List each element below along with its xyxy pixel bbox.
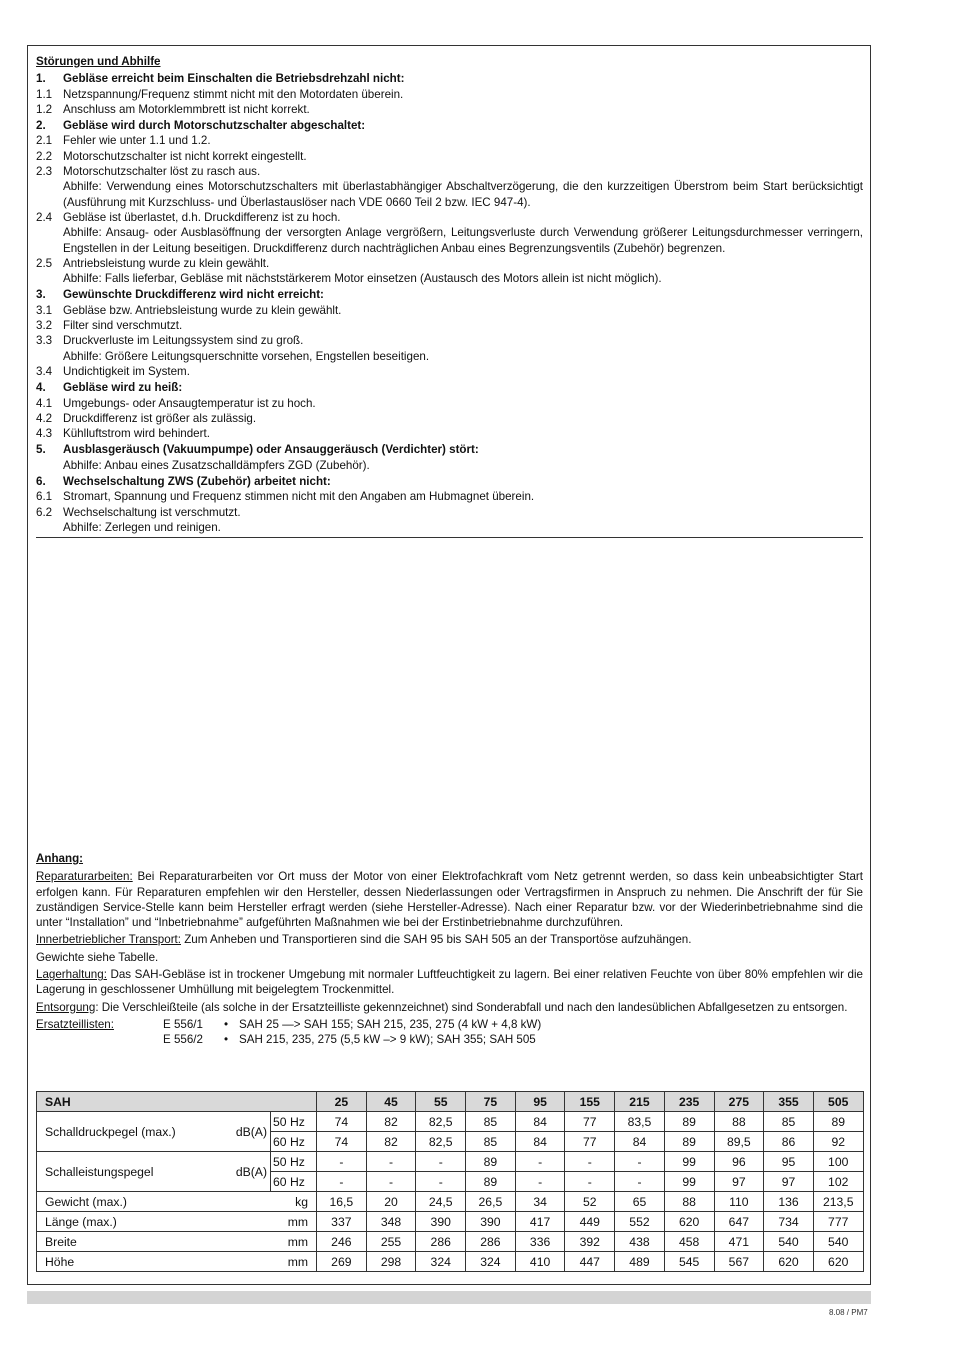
model-header: 155 bbox=[565, 1092, 615, 1112]
fault-item: 3.3 Druckverluste im Leitungssystem sind zu groß. bbox=[36, 334, 304, 348]
fault-heading-3: 3. Gewünschte Druckdifferenz wird nicht erreicht: bbox=[36, 288, 324, 302]
table-cell: 540 bbox=[813, 1232, 863, 1252]
frequency-label: 60 Hz bbox=[271, 1132, 317, 1152]
table-cell: 84 bbox=[615, 1132, 665, 1152]
table-cell: 34 bbox=[515, 1192, 565, 1212]
table-cell: - bbox=[515, 1152, 565, 1172]
table-cell: 647 bbox=[714, 1212, 764, 1232]
model-header: 235 bbox=[664, 1092, 714, 1112]
table-cell: 84 bbox=[515, 1112, 565, 1132]
section-divider bbox=[36, 537, 863, 538]
footer-code: 8.08 / PM7 bbox=[829, 1308, 868, 1317]
table-cell: 410 bbox=[515, 1252, 565, 1272]
table-cell: 567 bbox=[714, 1252, 764, 1272]
spare-parts-lists bbox=[36, 1017, 863, 1048]
model-header: 355 bbox=[764, 1092, 814, 1112]
table-cell: 540 bbox=[764, 1232, 814, 1252]
table-cell: 390 bbox=[416, 1212, 466, 1232]
table-cell: 471 bbox=[714, 1232, 764, 1252]
table-cell: 97 bbox=[764, 1172, 814, 1192]
table-row bbox=[37, 1152, 864, 1172]
row-label: Breite bbox=[37, 1232, 271, 1252]
table-cell: 85 bbox=[764, 1112, 814, 1132]
storage-paragraph: Lagerhaltung: Das SAH-Gebläse ist in trockener Umgebung mit normaler Luftfeuchtigkeit zu lagern. Bei einer relativen Feuchte von über 80% empfehlen wir die Lagerung in geschlossener Umhüllung mit beigelegtem Trockenmittel. bbox=[36, 968, 863, 997]
fault-item: 4.2 Druckdifferenz ist größer als zulässig. bbox=[36, 411, 257, 425]
fault-heading-6: 6. Wechselschaltung ZWS (Zubehör) arbeitet nicht: bbox=[36, 475, 331, 489]
table-cell: - bbox=[565, 1172, 615, 1192]
remedy-text: Abhilfe: Ansaug- oder Ausblasöffnung der versorgten Anlage vergrößern, Leitungsverluste durch Verwendung größerer Leitungsdurchmesser verringern, Engstellen in der Leitung beseitigen. Druckdifferenz durch nachträglichen Anbau eines Begrenzungsventils (Zubehör) begrenzen. bbox=[63, 226, 863, 255]
row-label: Höhe bbox=[37, 1252, 271, 1272]
fault-item: 1.1 Netzspannung/Frequenz stimmt nicht mit den Motordaten überein. bbox=[36, 87, 404, 101]
table-cell: 86 bbox=[764, 1132, 814, 1152]
model-header: 45 bbox=[366, 1092, 416, 1112]
row-unit: mm bbox=[271, 1212, 317, 1232]
row-label: Schalleistungspegel bbox=[37, 1152, 233, 1192]
table-cell: 545 bbox=[664, 1252, 714, 1272]
table-cell: 458 bbox=[664, 1232, 714, 1252]
header-cell: SAH bbox=[37, 1092, 317, 1112]
model-header: 275 bbox=[714, 1092, 764, 1112]
table-cell: 392 bbox=[565, 1232, 615, 1252]
table-cell: 97 bbox=[714, 1172, 764, 1192]
fault-heading-5: 5. Ausblasgeräusch (Vakuumpumpe) oder Ansauggeräusch (Verdichter) stört: bbox=[36, 443, 479, 457]
table-cell: 620 bbox=[764, 1252, 814, 1272]
troubleshooting-section bbox=[36, 54, 863, 538]
table-cell: 552 bbox=[615, 1212, 665, 1232]
spare-parts-label: Ersatzteillisten: bbox=[36, 1017, 114, 1031]
table-cell: 213,5 bbox=[813, 1192, 863, 1212]
row-unit: dB(A) bbox=[233, 1112, 271, 1152]
table-cell: 620 bbox=[813, 1252, 863, 1272]
table-row bbox=[37, 1112, 864, 1132]
table-cell: 449 bbox=[565, 1212, 615, 1232]
remedy-text: Abhilfe: Größere Leitungsquerschnitte vorsehen, Engstellen beseitigen. bbox=[63, 349, 430, 363]
table-cell: 417 bbox=[515, 1212, 565, 1232]
fault-item: 1.2 Anschluss am Motorklemmbrett ist nicht korrekt. bbox=[36, 102, 310, 116]
remedy-text: Abhilfe: Zerlegen und reinigen. bbox=[63, 520, 221, 534]
table-cell: - bbox=[366, 1152, 416, 1172]
fault-item: 6.2 Wechselschaltung ist verschmutzt. bbox=[36, 505, 241, 519]
fault-item: 2.1 Fehler wie unter 1.1 und 1.2. bbox=[36, 134, 211, 148]
table-cell: 85 bbox=[466, 1112, 516, 1132]
model-header: 75 bbox=[466, 1092, 516, 1112]
table-cell: - bbox=[515, 1172, 565, 1192]
appendix-section bbox=[36, 851, 863, 1048]
table-cell: 95 bbox=[764, 1152, 814, 1172]
table-cell: 110 bbox=[714, 1192, 764, 1212]
row-label: Länge (max.) bbox=[37, 1212, 271, 1232]
fault-heading-2: 2. Gebläse wird durch Motorschutzschalter abgeschaltet: bbox=[36, 119, 366, 133]
table-cell: 52 bbox=[565, 1192, 615, 1212]
repair-paragraph: Reparaturarbeiten: Bei Reparaturarbeiten vor Ort muss der Motor von einer Elektrofachkraft vom Netz getrennt werden, so dass kein unbeabsichtigter Start erfolgen kann. Für Reparaturen empfehlen wir den Hersteller, dessen Niederlassungen oder Vertragsfirmen in Anspruch zu nehmen. Die Anschrift der für Sie zuständigen Service-Stelle kann beim Hersteller erfragt werden (siehe Hersteller-Adresse). Nach einer Reparatur bzw. vor der Wiederinbetriebnahme sind die unter “Installation” und “Inbetriebnahme” aufgeführten Maßnahmen wie bei der Erstinbetriebnahme durchzuführen. bbox=[36, 870, 863, 930]
table-cell: 92 bbox=[813, 1132, 863, 1152]
table-cell: - bbox=[317, 1152, 367, 1172]
table-cell: 99 bbox=[664, 1152, 714, 1172]
table-cell: 99 bbox=[664, 1172, 714, 1192]
remedy-text: Abhilfe: Falls lieferbar, Gebläse mit nächststärkerem Motor einsetzen (Austausch des Motors allein ist nicht möglich). bbox=[63, 272, 662, 286]
spare-parts-line: E 556/2 • SAH 215, 235, 275 (5,5 kW –> 9 kW); SAH 355; SAH 505 bbox=[163, 1033, 536, 1047]
fault-item: 2.5 Antriebsleistung wurde zu klein gewählt. bbox=[36, 256, 270, 270]
fault-item: 4.3 Kühlluftstrom wird behindert. bbox=[36, 427, 210, 441]
model-header: 55 bbox=[416, 1092, 466, 1112]
table-cell: 65 bbox=[615, 1192, 665, 1212]
table-cell: 100 bbox=[813, 1152, 863, 1172]
table-cell: 77 bbox=[565, 1132, 615, 1152]
fault-heading-4: 4. Gebläse wird zu heiß: bbox=[36, 381, 183, 395]
table-cell: - bbox=[416, 1172, 466, 1192]
table-cell: 348 bbox=[366, 1212, 416, 1232]
table-cell: 89 bbox=[664, 1112, 714, 1132]
fault-item: 3.4 Undichtigkeit im System. bbox=[36, 364, 190, 378]
table-cell: 24,5 bbox=[416, 1192, 466, 1212]
table-cell: 82 bbox=[366, 1112, 416, 1132]
weights-note: Gewichte siehe Tabelle. bbox=[36, 950, 159, 964]
table-cell: - bbox=[565, 1152, 615, 1172]
table-cell: 390 bbox=[466, 1212, 516, 1232]
table-cell: 20 bbox=[366, 1192, 416, 1212]
table-cell: 16,5 bbox=[317, 1192, 367, 1212]
remedy-text: Abhilfe: Anbau eines Zusatzschalldämpfers ZGD (Zubehör). bbox=[63, 458, 370, 472]
table-cell: 337 bbox=[317, 1212, 367, 1232]
table-cell: 246 bbox=[317, 1232, 367, 1252]
table-cell: 324 bbox=[416, 1252, 466, 1272]
table-cell: 88 bbox=[664, 1192, 714, 1212]
table-cell: 286 bbox=[466, 1232, 516, 1252]
row-unit: dB(A) bbox=[233, 1152, 271, 1192]
table-cell: 82,5 bbox=[416, 1112, 466, 1132]
table-cell: 489 bbox=[615, 1252, 665, 1272]
table-cell: - bbox=[317, 1172, 367, 1192]
appendix-title: Anhang: bbox=[36, 852, 84, 865]
table-row bbox=[37, 1212, 864, 1232]
table-row bbox=[37, 1252, 864, 1272]
table-cell: 96 bbox=[714, 1152, 764, 1172]
model-header: 505 bbox=[813, 1092, 863, 1112]
fault-item: 6.1 Stromart, Spannung und Frequenz stimmen nicht mit den Angaben am Hubmagnet überein. bbox=[36, 490, 535, 504]
table-cell: 620 bbox=[664, 1212, 714, 1232]
table-cell: 777 bbox=[813, 1212, 863, 1232]
fault-item: 2.2 Motorschutzschalter ist nicht korrekt eingestellt. bbox=[36, 149, 307, 163]
fault-item: 3.1 Gebläse bzw. Antriebsleistung wurde zu klein gewählt. bbox=[36, 303, 342, 317]
fault-item: 2.3 Motorschutzschalter löst zu rasch aus. bbox=[36, 165, 261, 179]
frequency-label: 50 Hz bbox=[271, 1152, 317, 1172]
fault-heading-1: 1. Gebläse erreicht beim Einschalten die Betriebsdrehzahl nicht: bbox=[36, 72, 405, 86]
table-header-row bbox=[37, 1092, 864, 1112]
fault-item: 4.1 Umgebungs- oder Ansaugtemperatur ist zu hoch. bbox=[36, 396, 316, 410]
specification-table bbox=[36, 1091, 864, 1272]
model-header: 95 bbox=[515, 1092, 565, 1112]
table-cell: 89 bbox=[466, 1172, 516, 1192]
model-header: 215 bbox=[615, 1092, 665, 1112]
row-label: Gewicht (max.) bbox=[37, 1192, 271, 1212]
footer-bar bbox=[27, 1291, 871, 1304]
row-unit: mm bbox=[271, 1232, 317, 1252]
table-cell: 84 bbox=[515, 1132, 565, 1152]
row-unit: mm bbox=[271, 1252, 317, 1272]
table-cell: 89,5 bbox=[714, 1132, 764, 1152]
table-cell: 734 bbox=[764, 1212, 814, 1232]
table-cell: 77 bbox=[565, 1112, 615, 1132]
table-cell: 102 bbox=[813, 1172, 863, 1192]
row-label: Schalldruckpegel (max.) bbox=[37, 1112, 233, 1152]
table-cell: 324 bbox=[466, 1252, 516, 1272]
frequency-label: 60 Hz bbox=[271, 1172, 317, 1192]
table-cell: 136 bbox=[764, 1192, 814, 1212]
table-cell: 255 bbox=[366, 1232, 416, 1252]
table-cell: 286 bbox=[416, 1232, 466, 1252]
table-cell: 26,5 bbox=[466, 1192, 516, 1212]
frequency-label: 50 Hz bbox=[271, 1112, 317, 1132]
page-frame bbox=[27, 45, 871, 1285]
section-title: Störungen und Abhilfe bbox=[36, 55, 161, 68]
table-cell: 83,5 bbox=[615, 1112, 665, 1132]
table-cell: - bbox=[416, 1152, 466, 1172]
table-cell: 89 bbox=[664, 1132, 714, 1152]
table-cell: 74 bbox=[317, 1112, 367, 1132]
remedy-text: Abhilfe: Verwendung eines Motorschutzschalters mit überlastabhängiger Abschaltverzögerung, die den kurzzeitigen Überstrom beim Start berücksichtigt (Ausführung mit Kurzschluss- und Überlastauslöser nach VDE 0660 Teil 2 bzw. IEC 947-4). bbox=[63, 180, 863, 209]
table-cell: 447 bbox=[565, 1252, 615, 1272]
model-header: 25 bbox=[317, 1092, 367, 1112]
table-cell: 89 bbox=[466, 1152, 516, 1172]
table-cell: 74 bbox=[317, 1132, 367, 1152]
table-cell: 82,5 bbox=[416, 1132, 466, 1152]
fault-item: 3.2 Filter sind verschmutzt. bbox=[36, 319, 183, 333]
table-cell: 89 bbox=[813, 1112, 863, 1132]
table-cell: 438 bbox=[615, 1232, 665, 1252]
table-cell: 85 bbox=[466, 1132, 516, 1152]
table-row bbox=[37, 1192, 864, 1212]
table-cell: 88 bbox=[714, 1112, 764, 1132]
table-cell: - bbox=[615, 1172, 665, 1192]
table-cell: 269 bbox=[317, 1252, 367, 1272]
row-unit: kg bbox=[271, 1192, 317, 1212]
table-cell: - bbox=[366, 1172, 416, 1192]
disposal-paragraph: Entsorgung: Die Verschleißteile (als solche in der Ersatzteilliste gekennzeichnet) sind Sonderabfall und nach den landesüblichen Abfallgesetzen zu entsorgen. bbox=[36, 1000, 848, 1014]
fault-item: 2.4 Gebläse ist überlastet, d.h. Druckdifferenz ist zu hoch. bbox=[36, 210, 341, 224]
table-cell: - bbox=[615, 1152, 665, 1172]
table-cell: 298 bbox=[366, 1252, 416, 1272]
spare-parts-line: E 556/1 • SAH 25 —> SAH 155; SAH 215, 235, 275 (4 kW + 4,8 kW) bbox=[163, 1017, 542, 1031]
table-cell: 336 bbox=[515, 1232, 565, 1252]
table-row bbox=[37, 1232, 864, 1252]
table-cell: 82 bbox=[366, 1132, 416, 1152]
transport-paragraph: Innerbetrieblicher Transport: Zum Anheben und Transportieren sind die SAH 95 bis SAH 505 an der Transportöse aufzuhängen. bbox=[36, 933, 692, 947]
